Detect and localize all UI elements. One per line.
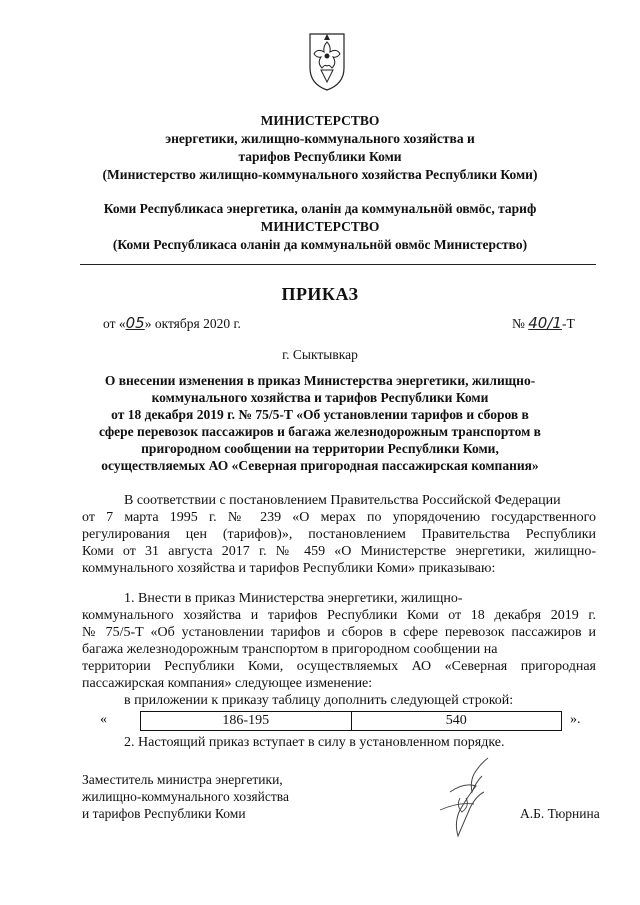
subject-line: сфере перевозок пассажиров и багажа железнодорожным транспортом в xyxy=(99,424,541,439)
komi-name-line: (Коми Республикаса оланiн да коммунальнӧй овмӧс Министерство) xyxy=(112,237,528,252)
komi-name-line: Коми Республикаса энергетика, оланiн да коммунальнӧй овмӧс, тариф xyxy=(103,201,537,216)
city: г. Сыктывкар xyxy=(282,347,358,362)
preamble-line: В соответствии с постановлением Правительства Российской Федерации xyxy=(124,493,561,508)
subject-line: от 18 декабря 2019 г. № 75/5-Т «Об установлении тарифов и сборов в xyxy=(111,407,529,422)
date-prefix: от « xyxy=(103,316,126,331)
preamble-line: Коми от 31 августа 2017 г. № 459 «О Министерстве энергетики, жилищно- xyxy=(82,544,596,559)
number-suffix: -Т xyxy=(561,316,575,331)
ministry-short-name: (Министерство жилищно-коммунального хозяйства Республики Коми) xyxy=(102,167,538,182)
order-number xyxy=(512,314,575,332)
item2-line: 2. Настоящий приказ вступает в силу в установленном порядке. xyxy=(124,735,505,750)
number-prefix: № xyxy=(512,316,525,331)
item1-line: багажа железнодорожным транспортом в пригородном сообщении на xyxy=(82,642,498,657)
number-handwritten: 40/1 xyxy=(528,314,562,332)
ministry-name-line: тарифов Республики Коми xyxy=(238,149,402,164)
open-quote: « xyxy=(100,712,107,727)
preamble-line: коммунального хозяйства и тарифов Республики Коми» приказываю: xyxy=(82,561,496,576)
item1-line: коммунального хозяйства и тарифов Республики Коми от 18 декабря 2019 г. xyxy=(82,608,596,623)
subject-line: осуществляемых АО «Северная пригородная пассажирская компания» xyxy=(101,458,539,473)
subject-line: коммунального хозяйства и тарифов Республики Коми xyxy=(151,390,489,405)
item1-line: в приложении к приказу таблицу дополнить следующей строкой: xyxy=(124,693,514,708)
date-suffix: » октября 2020 г. xyxy=(144,316,241,331)
order-date xyxy=(103,314,241,332)
subject-line: пригородном сообщении на территории Республики Коми, xyxy=(141,441,499,456)
subject-line: О внесении изменения в приказ Министерства энергетики, жилищно- xyxy=(104,373,536,388)
item1-line: № 75/5-Т «Об установлении тарифов и сборов в сфере перевозок пассажиров и xyxy=(82,625,596,640)
handwritten-signature xyxy=(430,752,520,847)
header-divider xyxy=(80,264,596,265)
item1-line: 1. Внести в приказ Министерства энергетики, жилищно- xyxy=(124,591,463,606)
signatory-position: и тарифов Республики Коми xyxy=(82,806,246,821)
table-cell-tariff: 540 xyxy=(351,712,562,730)
tariff-table-row xyxy=(140,711,562,731)
ministry-name-line: энергетики, жилищно-коммунального хозяйства и xyxy=(165,131,475,146)
close-quote: ». xyxy=(570,712,581,727)
date-day: 05 xyxy=(125,314,145,332)
signatory-position: жилищно-коммунального хозяйства xyxy=(82,789,289,804)
item1-line: территории Республики Коми, осуществляемых АО «Северная пригородная xyxy=(82,659,596,674)
order-title: ПРИКАЗ xyxy=(281,284,359,304)
preamble-line: от 7 марта 1995 г. № 239 «О мерах по упорядочению государственного xyxy=(82,510,596,525)
signatory-position: Заместитель министра энергетики, xyxy=(82,772,283,787)
signatory-name: А.Б. Тюрнина xyxy=(520,806,600,821)
coat-of-arms-emblem xyxy=(307,30,347,92)
komi-title: МИНИСТЕРСТВО xyxy=(260,219,380,234)
ministry-title: МИНИСТЕРСТВО xyxy=(260,113,380,128)
table-cell-km: 186-195 xyxy=(222,713,270,728)
preamble-line: регулирования цен (тарифов)», постановлением Правительства Республики xyxy=(82,527,596,542)
item1-line: пассажирская компания» следующее изменение: xyxy=(82,676,373,691)
